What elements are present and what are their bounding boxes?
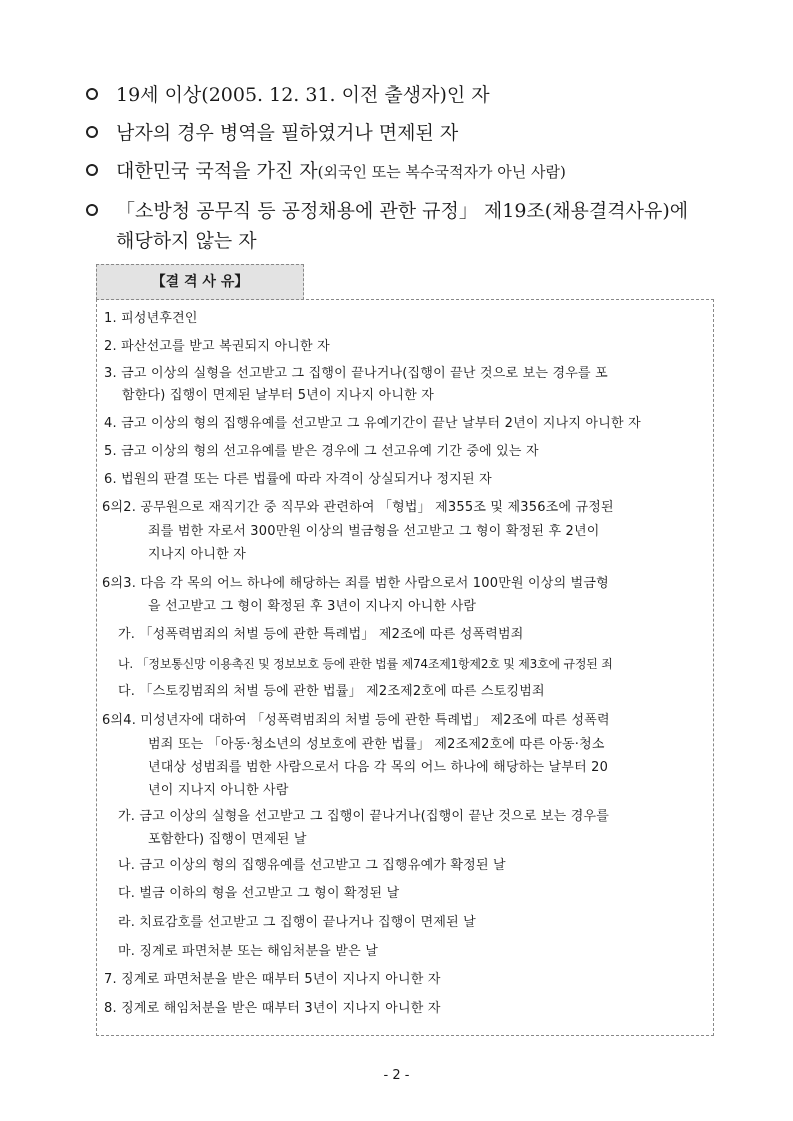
disqualification-item-cont: 포함한다) 집행이 면제된 날 (148, 832, 307, 847)
requirement-military (86, 118, 726, 148)
disqualification-item-cont: 을 선고받고 그 형이 확정된 후 3년이 지나지 아니한 사람 (148, 599, 477, 614)
disqualification-subitem: 라. 치료감호를 선고받고 그 집행이 끝나거나 집행이 면제된 날 (118, 915, 476, 930)
disqualification-item: 1. 피성년후견인 (104, 311, 198, 326)
disqualification-subitem: 나. 금고 이상의 형의 집행유예를 선고받고 그 집행유예가 확정된 날 (118, 858, 506, 873)
requirement-text: 남자의 경우 병역을 필하였거나 면제된 자 (116, 122, 459, 144)
page-number: - 2 - (383, 1068, 410, 1083)
disqualification-item-cont: 죄를 범한 자로서 300만원 이상의 벌금형을 선고받고 그 형이 확정된 후 2년이 (148, 524, 600, 539)
circle-bullet-icon (86, 88, 98, 100)
disqualification-item: 6의4. 미성년자에 대하여 「성폭력범죄의 처벌 등에 관한 특례법」 제2조에 따른 성폭력 (102, 713, 610, 728)
disqualification-item-cont: 년대상 성범죄를 범한 사람으로서 다음 각 목의 어느 하나에 해당하는 날부터 20 (148, 760, 609, 775)
disqualification-item: 7. 징계로 파면처분을 받은 때부터 5년이 지나지 아니한 자 (104, 972, 441, 987)
disqualification-item: 6의2. 공무원으로 재직기간 중 직무와 관련하여 「형법」 제355조 및 제356조에 규정된 (102, 500, 614, 515)
disqualification-item: 2. 파산선고를 받고 복권되지 아니한 자 (104, 339, 330, 354)
disqualification-subitem: 가. 「성폭력범죄의 처벌 등에 관한 특례법」 제2조에 따른 성폭력범죄 (118, 627, 524, 642)
disqualification-item: 8. 징계로 해임처분을 받은 때부터 3년이 지나지 아니한 자 (104, 1001, 441, 1016)
disqualification-item-cont: 지나지 아니한 자 (148, 547, 246, 562)
disqualification-item: 5. 금고 이상의 형의 선고유예를 받은 경우에 그 선고유예 기간 중에 있는 자 (104, 444, 539, 459)
disqualification-subitem: 다. 벌금 이하의 형을 선고받고 그 형이 확정된 날 (118, 886, 400, 901)
circle-bullet-icon (86, 126, 98, 138)
circle-bullet-icon (86, 204, 98, 216)
requirement-text-continued: 해당하지 않는 자 (116, 230, 257, 252)
disqualification-item-cont: 함한다) 집행이 면제된 날부터 5년이 지나지 아니한 자 (122, 388, 434, 403)
disqualification-subitem: 나. 「정보통신망 이용촉진 및 정보보호 등에 관한 법률 제74조제1항제2호 및 제3호에 규정된 죄 (118, 657, 613, 671)
circle-bullet-icon (86, 164, 98, 176)
requirement-age (86, 80, 726, 110)
disqualification-item: 4. 금고 이상의 형의 집행유예를 선고받고 그 유예기간이 끝난 날부터 2년이 지나지 아니한 자 (104, 416, 641, 431)
requirement-text: 대한민국 국적을 가진 자 (116, 160, 318, 182)
disqualification-item: 3. 금고 이상의 실형을 선고받고 그 집행이 끝나거나(집행이 끝난 것으로 보는 경우를 포 (104, 366, 608, 381)
disqualification-subitem: 가. 금고 이상의 실형을 선고받고 그 집행이 끝나거나(집행이 끝난 것으로 보는 경우를 (118, 809, 610, 824)
requirement-text: 19세 이상(2005. 12. 31. 이전 출생자)인 자 (116, 84, 490, 106)
requirement-regulation (86, 196, 726, 256)
requirement-note: (외국인 또는 복수국적자가 아닌 사람) (317, 163, 566, 181)
disqualification-item-cont: 범죄 또는 「아동·청소년의 성보호에 관한 법률」 제2조제2호에 따른 아동·청소 (148, 737, 605, 752)
disqualification-item-cont: 년이 지나지 아니한 사람 (148, 783, 289, 798)
disqualification-title: 【결 격 사 유】 (96, 264, 304, 300)
disqualification-item: 6. 법원의 판결 또는 다른 법률에 따라 자격이 상실되거나 정지된 자 (104, 472, 492, 487)
disqualification-item: 6의3. 다음 각 목의 어느 하나에 해당하는 죄를 범한 사람으로서 100만원 이상의 벌금형 (102, 576, 609, 591)
requirement-nationality (86, 156, 726, 187)
disqualification-subitem: 다. 「스토킹범죄의 처벌 등에 관한 법률」 제2조제2호에 따른 스토킹범죄 (118, 684, 545, 699)
disqualification-subitem: 마. 징계로 파면처분 또는 해임처분을 받은 날 (118, 944, 378, 959)
requirement-text: 「소방청 공무직 등 공정채용에 관한 규정」 제19조(채용결격사유)에 (116, 200, 689, 222)
